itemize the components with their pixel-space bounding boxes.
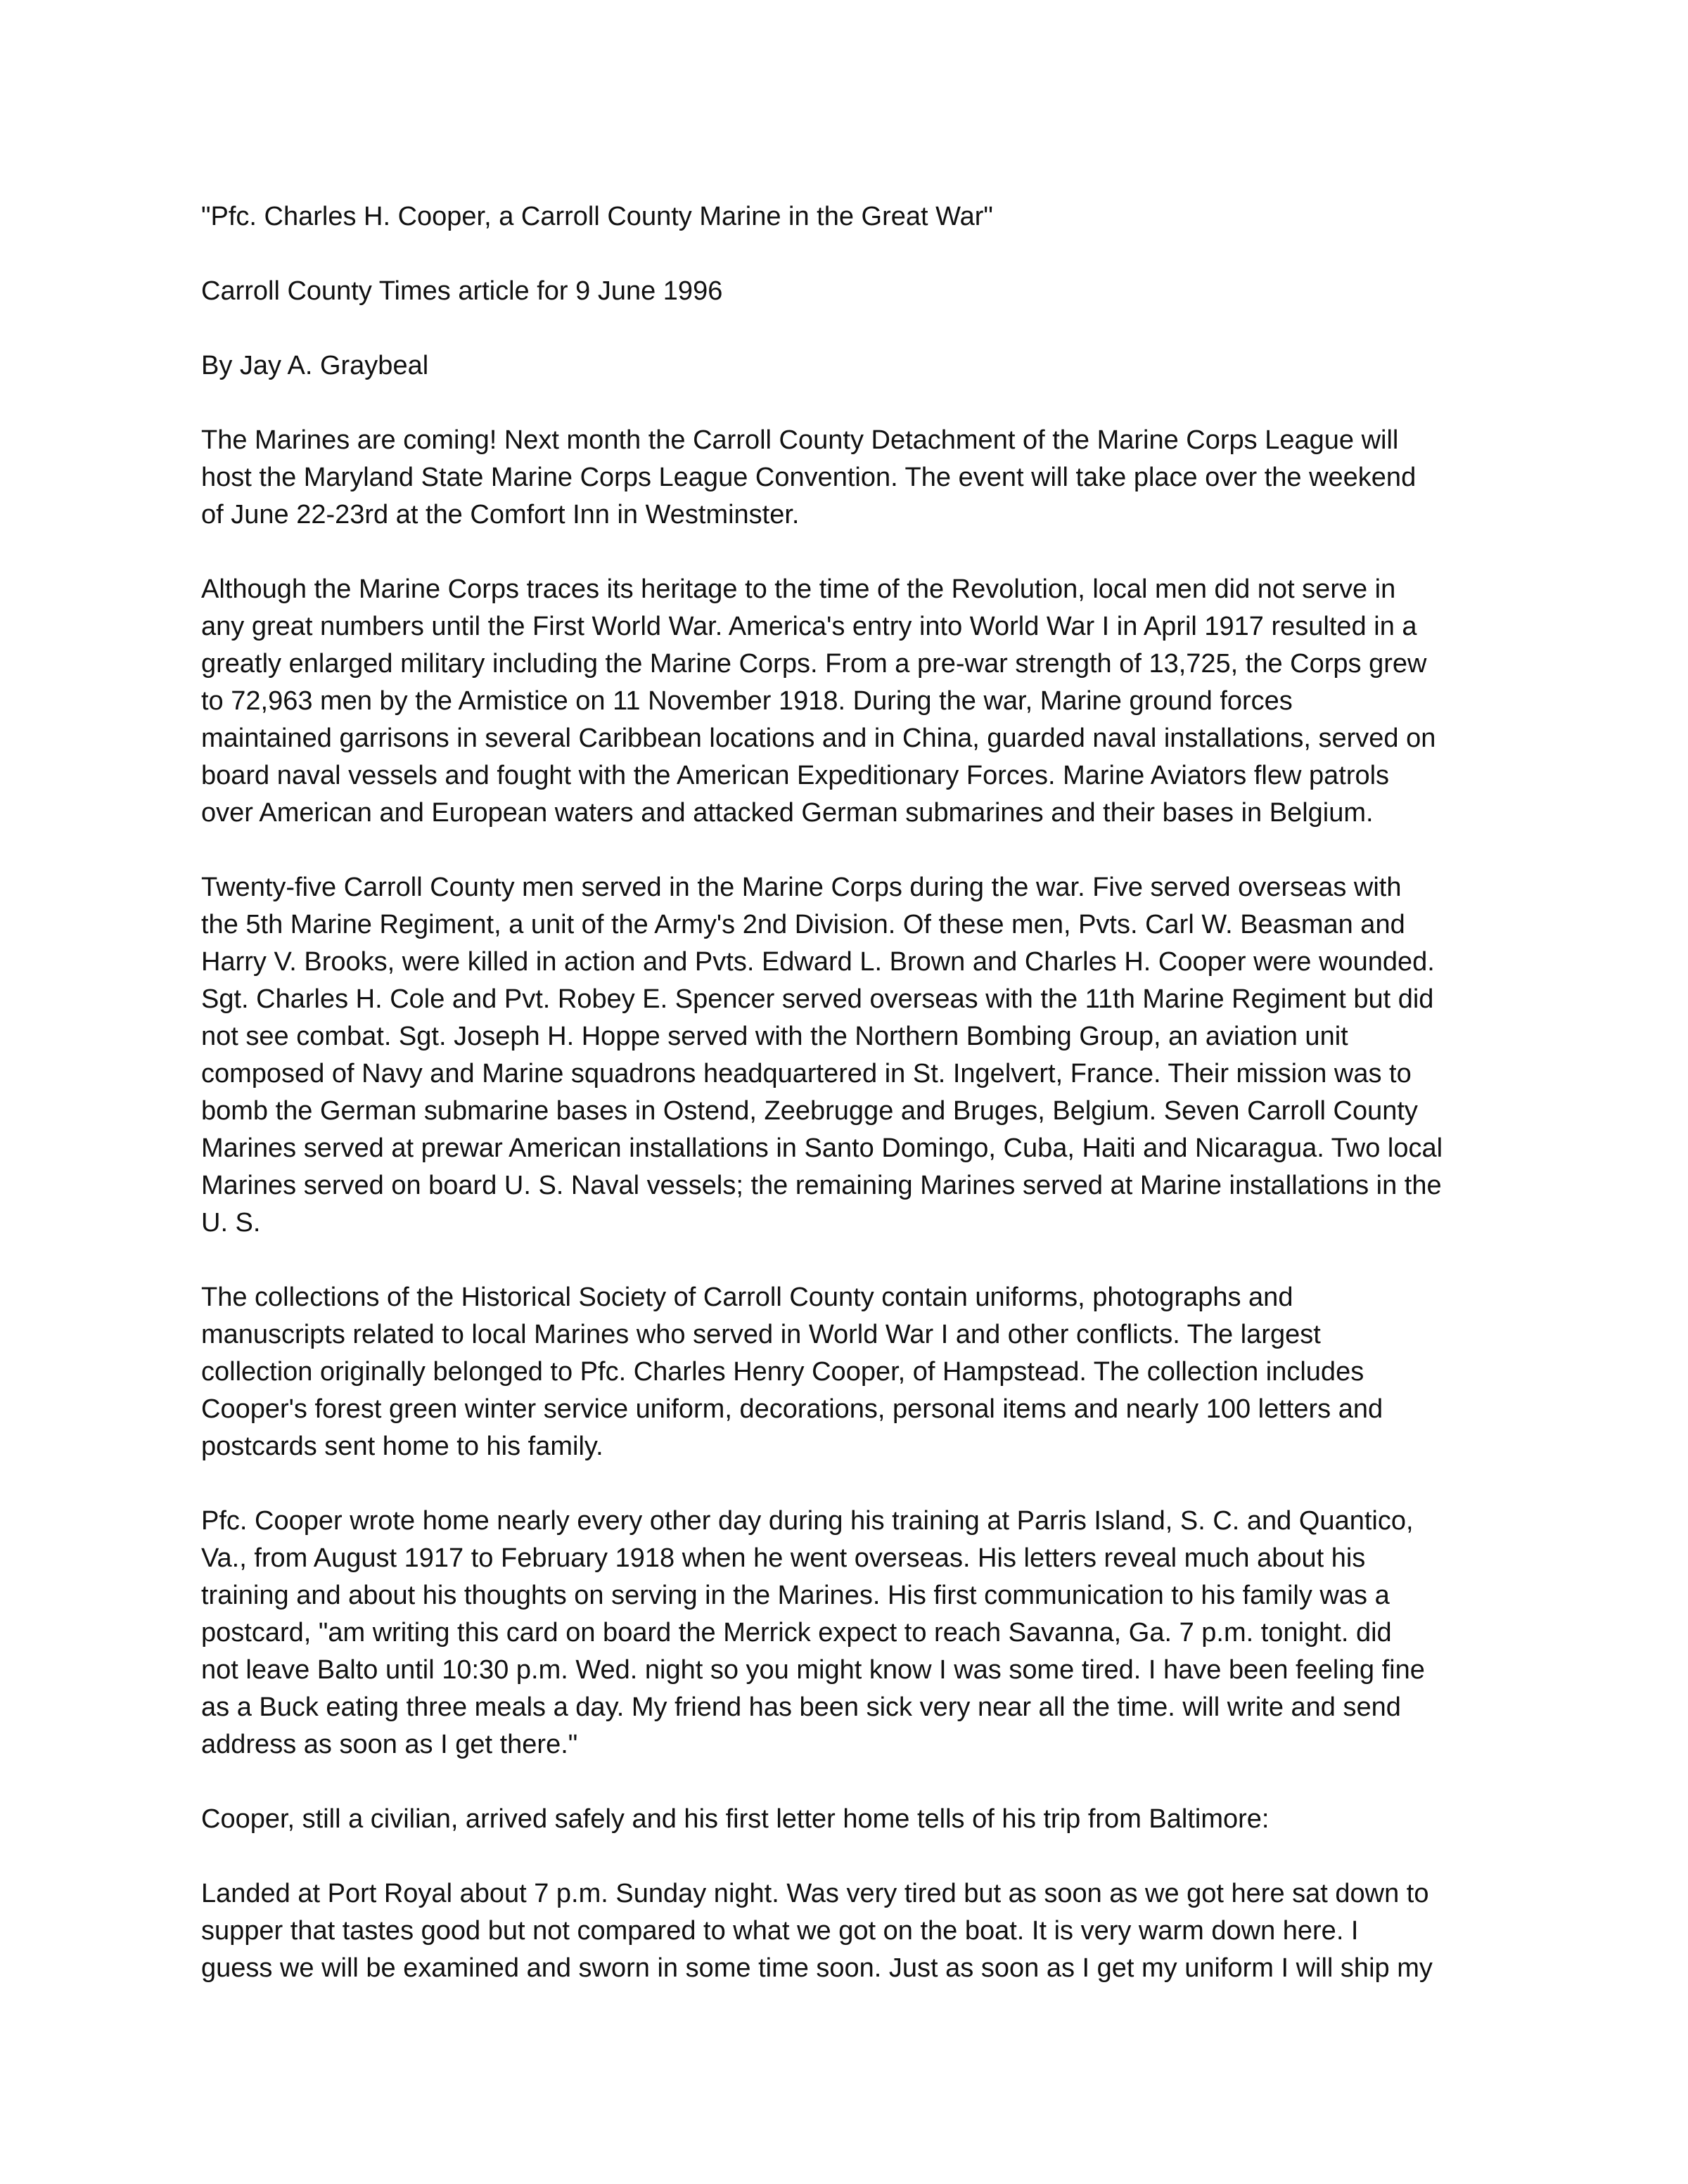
text-line: host the Maryland State Marine Corps League Convention. The event will take place over the weekend xyxy=(201,463,1417,492)
paragraph xyxy=(201,422,1523,534)
text-line: Cooper's forest green winter service uniform, decorations, personal items and nearly 100 letters and xyxy=(201,1394,1383,1424)
letter-excerpt xyxy=(201,1875,1523,1987)
text-line: Sgt. Charles H. Cole and Pvt. Robey E. Spencer served overseas with the 11th Marine Regiment but did xyxy=(201,984,1434,1014)
text-line: collection originally belonged to Pfc. Charles Henry Cooper, of Hampstead. The collection includes xyxy=(201,1357,1364,1387)
text-line: training and about his thoughts on serving in the Marines. His first communication to his family was a xyxy=(201,1581,1390,1610)
text-line: not see combat. Sgt. Joseph H. Hoppe served with the Northern Bombing Group, an aviation unit xyxy=(201,1022,1348,1051)
byline: By Jay A. Graybeal xyxy=(201,351,429,380)
document-page xyxy=(201,198,1523,2024)
text-line: of June 22-23rd at the Comfort Inn in Westminster. xyxy=(201,500,800,529)
text-line: guess we will be examined and sworn in some time soon. Just as soon as I get my uniform I will ship my xyxy=(201,1953,1433,1983)
text-line: bomb the German submarine bases in Ostend, Zeebrugge and Bruges, Belgium. Seven Carroll County xyxy=(201,1096,1418,1126)
text-line: supper that tastes good but not compared to what we got on the boat. It is very warm down here. I xyxy=(201,1916,1359,1946)
paragraph xyxy=(201,869,1523,1242)
text-line: maintained garrisons in several Caribbean locations and in China, guarded naval installations, served on xyxy=(201,724,1436,753)
publication-line: Carroll County Times article for 9 June 1996 xyxy=(201,276,723,306)
text-line: Marines served at prewar American installations in Santo Domingo, Cuba, Haiti and Nicaragua. Two local xyxy=(201,1133,1443,1163)
text-line: address as soon as I get there." xyxy=(201,1730,578,1759)
text-line: board naval vessels and fought with the American Expeditionary Forces. Marine Aviators flew patrols xyxy=(201,761,1390,790)
text-line: over American and European waters and attacked German submarines and their bases in Belgium. xyxy=(201,798,1374,828)
text-line: any great numbers until the First World War. America's entry into World War I in April 1917 resulted in a xyxy=(201,612,1417,641)
text-line: Although the Marine Corps traces its heritage to the time of the Revolution, local men did not serve in xyxy=(201,574,1396,604)
text-line: greatly enlarged military including the Marine Corps. From a pre-war strength of 13,725, the Corps grew xyxy=(201,649,1427,679)
text-line: Va., from August 1917 to February 1918 when he went overseas. His letters reveal much about his xyxy=(201,1543,1366,1573)
article-title: "Pfc. Charles H. Cooper, a Carroll County Marine in the Great War" xyxy=(201,202,993,231)
text-line: not leave Balto until 10:30 p.m. Wed. night so you might know I was some tired. I have been feeling fine xyxy=(201,1655,1425,1685)
text-line: composed of Navy and Marine squadrons headquartered in St. Ingelvert, France. Their mission was to xyxy=(201,1059,1412,1088)
paragraph xyxy=(201,1503,1523,1764)
text-line: The Marines are coming! Next month the Carroll County Detachment of the Marine Corps League will xyxy=(201,425,1399,455)
text-line: as a Buck eating three meals a day. My friend has been sick very near all the time. will write and send xyxy=(201,1692,1401,1722)
text-line: U. S. xyxy=(201,1208,261,1238)
text-line: the 5th Marine Regiment, a unit of the Army's 2nd Division. Of these men, Pvts. Carl W. Beasman and xyxy=(201,910,1405,939)
paragraph xyxy=(201,1801,1523,1838)
text-line: Cooper, still a civilian, arrived safely and his first letter home tells of his trip from Baltimore: xyxy=(201,1804,1270,1834)
text-line: Landed at Port Royal about 7 p.m. Sunday night. Was very tired but as soon as we got here sat down to xyxy=(201,1879,1429,1908)
paragraph xyxy=(201,1279,1523,1465)
text-line: to 72,963 men by the Armistice on 11 November 1918. During the war, Marine ground forces xyxy=(201,686,1293,716)
text-line: The collections of the Historical Society of Carroll County contain uniforms, photographs and xyxy=(201,1283,1293,1312)
text-line: Twenty-five Carroll County men served in the Marine Corps during the war. Five served overseas with xyxy=(201,873,1402,902)
text-line: postcard, "am writing this card on board the Merrick expect to reach Savanna, Ga. 7 p.m. tonight. did xyxy=(201,1618,1392,1647)
text-line: manuscripts related to local Marines who served in World War I and other conflicts. The largest xyxy=(201,1320,1321,1349)
text-line: postcards sent home to his family. xyxy=(201,1432,603,1461)
text-line: Harry V. Brooks, were killed in action and Pvts. Edward L. Brown and Charles H. Cooper were wounded. xyxy=(201,947,1435,977)
paragraph xyxy=(201,571,1523,832)
text-line: Pfc. Cooper wrote home nearly every other day during his training at Parris Island, S. C. and Quantico, xyxy=(201,1506,1414,1536)
text-line: Marines served on board U. S. Naval vessels; the remaining Marines served at Marine installations in the xyxy=(201,1171,1442,1200)
